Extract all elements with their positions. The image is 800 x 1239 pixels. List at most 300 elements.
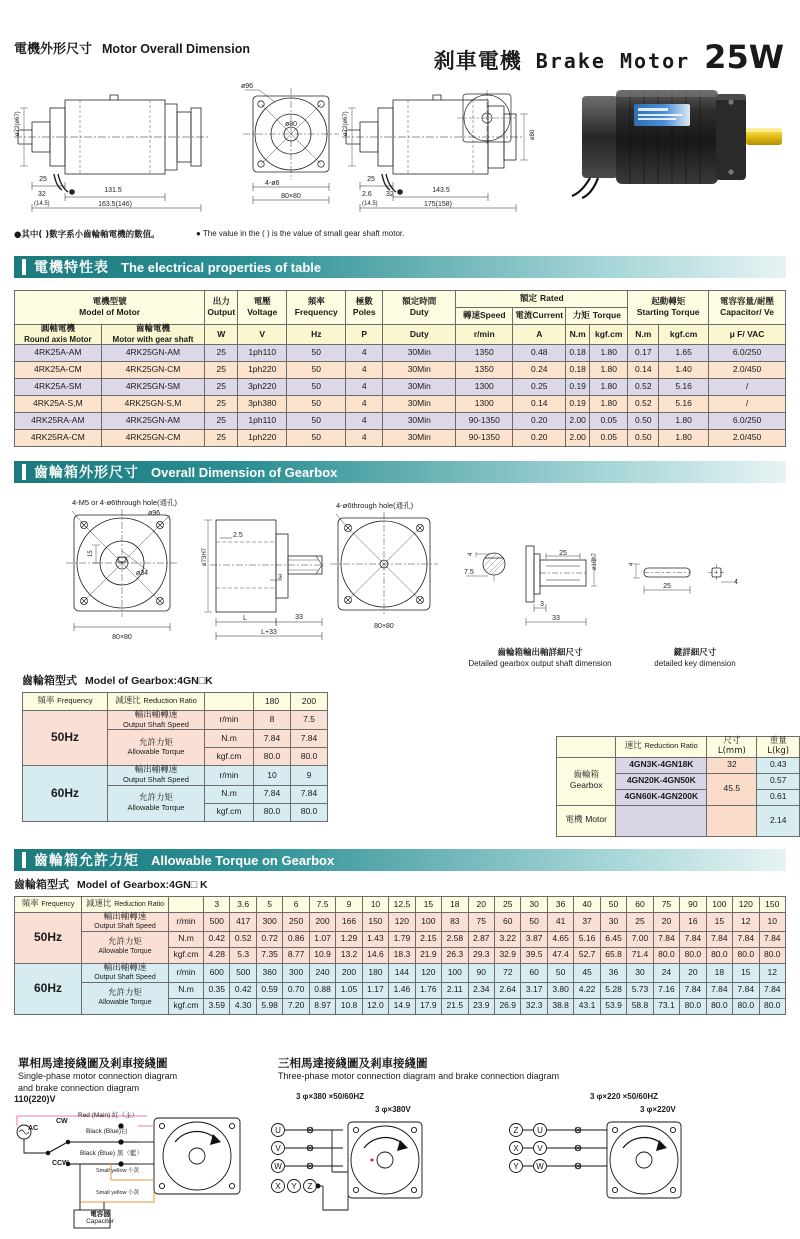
- cell-60hz-nm-200: 7.84: [291, 785, 328, 803]
- cell-output-speed-label: 輸出軸轉速 Output Shaft Speed: [108, 711, 205, 730]
- th-ratio: 3: [204, 897, 230, 913]
- cell-v: 1ph110: [238, 412, 287, 429]
- cell-hz: 50: [287, 429, 346, 446]
- cell-unit-nm: N.m: [205, 730, 254, 748]
- svg-text:80×80: 80×80: [112, 634, 132, 641]
- cell-allowable-torque-label: 允許力矩 Allowable Torque: [82, 982, 169, 1014]
- table-header-row: [15, 291, 786, 308]
- cell-ratio-range: 4GN60K-4GN200K: [616, 789, 707, 805]
- cell-hz: 50: [287, 378, 346, 395]
- svg-text:80×80: 80×80: [374, 623, 394, 630]
- cell-val: 26.3: [442, 947, 468, 963]
- cell-hz: 50: [287, 344, 346, 361]
- th-ratio: 9: [336, 897, 362, 913]
- title-power: 25W: [704, 38, 784, 76]
- th-torque: 力矩 Torque: [566, 308, 628, 325]
- svg-text:4-ø6: 4-ø6: [265, 180, 280, 187]
- svg-text:25: 25: [559, 550, 567, 557]
- cell-val: 5.73: [627, 982, 653, 998]
- table-row: [15, 913, 786, 932]
- cell-val: 3.80: [547, 982, 573, 998]
- th-frequency: 頻率 Frequency: [287, 291, 346, 325]
- th-unit-blank: [205, 693, 254, 711]
- table-row: [15, 378, 786, 395]
- cell-duty: 30Min: [383, 412, 456, 429]
- cell-gear: 4RK25GN-AM: [101, 344, 205, 361]
- th-ratio-200: 200: [291, 693, 328, 711]
- cell-unit-kgf: kgf.cm: [205, 748, 254, 766]
- cell-val: 80.0: [680, 947, 706, 963]
- cell-val: 80.0: [706, 998, 732, 1014]
- three-phase-spec-220: 3 φ×220 ×50/60HZ: [590, 1092, 658, 1101]
- capacitor-label: 電容器 Capacitor: [86, 1210, 114, 1226]
- cell-unit-kgf: kgf.cm: [205, 803, 254, 821]
- cell-speed: 1300: [456, 378, 513, 395]
- cell-motor-weight: 2.14: [757, 805, 800, 836]
- th-duty: 額定時間 Duty: [383, 291, 456, 325]
- table-row: [23, 711, 328, 730]
- gearbox-model-title: 齒輪箱型式 Model of Gearbox:4GN□K: [22, 674, 213, 687]
- th-size: 尺寸L(mm): [707, 737, 757, 758]
- cell-start-nm: 0.14: [628, 361, 659, 378]
- single-phase-title: 單相馬達接綫圖及剎車接綫圖 Single-phase motor connection diagram and brake connection diagram: [18, 1056, 178, 1093]
- th-ratio: 90: [680, 897, 706, 913]
- cell-round: 4RK25A-CM: [15, 361, 102, 378]
- th-unit-nm: N.m: [566, 325, 590, 345]
- banner-title-en: Overall Dimension of Gearbox: [151, 464, 338, 480]
- cell-val: 80.0: [759, 998, 785, 1014]
- th-unit-cap: μ F/ VAC: [709, 325, 786, 345]
- cell-val: 4.65: [547, 931, 573, 947]
- cell-w: 25: [205, 429, 238, 446]
- svg-text:V: V: [537, 1144, 543, 1153]
- cell-hz: 50: [287, 361, 346, 378]
- th-ratio: 20: [468, 897, 494, 913]
- th-output: 出力 Output: [205, 291, 238, 325]
- cell-val: 0.88: [309, 982, 335, 998]
- cell-duty: 30Min: [383, 361, 456, 378]
- th-ratio: 75: [653, 897, 679, 913]
- th-ratio: 30: [521, 897, 547, 913]
- cell-val: 7.84: [706, 931, 732, 947]
- cell-val: 30: [627, 963, 653, 982]
- th-ratio: 5: [256, 897, 282, 913]
- cell-start-nm: 0.17: [628, 344, 659, 361]
- caption-key-detail: 鍵詳細尺寸 detailed key dimension: [654, 648, 736, 668]
- cell-val: 7.84: [653, 931, 679, 947]
- cell-p: 4: [346, 395, 383, 412]
- cell-val: 600: [204, 963, 230, 982]
- cell-output-speed-label: 輸出軸轉速 Output Shaft Speed: [108, 766, 205, 785]
- cell-gear: 4RK25GN-CM: [101, 361, 205, 378]
- cell-val: 10.9: [309, 947, 335, 963]
- cell-cap: /: [709, 378, 786, 395]
- cell-gear: 4RK25GN-CM: [101, 429, 205, 446]
- cell-val: 120: [415, 963, 441, 982]
- svg-text:131.5: 131.5: [104, 187, 122, 194]
- cell-speed: 1300: [456, 395, 513, 412]
- cell-w: 25: [205, 378, 238, 395]
- cell-val: 5.28: [600, 982, 626, 998]
- banner-electrical: [14, 256, 786, 278]
- cell-val: 36: [600, 963, 626, 982]
- cell-unit-rmin: r/min: [169, 913, 204, 932]
- gearbox-hole-note-left: 4-M5 or 4-ø6through hole(通孔): [72, 498, 178, 507]
- cell-p: 4: [346, 429, 383, 446]
- cell-val: 2.11: [442, 982, 468, 998]
- cell-val: 8.77: [283, 947, 309, 963]
- svg-text:2.5: 2.5: [233, 532, 243, 539]
- table-header-row: [557, 737, 800, 758]
- cell-val: 41: [547, 913, 573, 932]
- th-ratio: 25: [494, 897, 520, 913]
- cell-nm: 0.19: [566, 378, 590, 395]
- svg-text:U: U: [275, 1126, 281, 1135]
- th-unit-v: V: [238, 325, 287, 345]
- th-ratio-180: 180: [254, 693, 291, 711]
- table-row: [15, 963, 786, 982]
- cell-gearbox-label: 齒輪箱 Gearbox: [557, 757, 616, 805]
- cell-val: 3.22: [494, 931, 520, 947]
- svg-text:L+33: L+33: [261, 629, 277, 636]
- cell-val: 500: [230, 963, 256, 982]
- svg-text:ø72(ø67): ø72(ø67): [343, 111, 349, 136]
- wire-label-red: Red (Main) 紅（主）: [78, 1112, 138, 1119]
- th-ratio: 18: [442, 897, 468, 913]
- cell-val: 32.9: [494, 947, 520, 963]
- cell-round: 4RK25A-AM: [15, 344, 102, 361]
- gearbox-model-table: [22, 692, 328, 822]
- banner-title-en: The electrical properties of table: [121, 259, 322, 275]
- cell-val: 2.34: [468, 982, 494, 998]
- cell-v: 3ph380: [238, 395, 287, 412]
- svg-text:175(158): 175(158): [423, 201, 453, 208]
- th-unit-hz: Hz: [287, 325, 346, 345]
- banner-gearbox-dimension: [14, 461, 786, 483]
- cell-p: 4: [346, 344, 383, 361]
- cell-output-speed-label: 輸出軸轉速 Output Shaft Speed: [82, 913, 169, 932]
- cell-50hz-rmin-200: 7.5: [291, 711, 328, 730]
- cell-val: 18.3: [389, 947, 415, 963]
- th-blank: [557, 737, 616, 758]
- gearbox-front-view-right: [328, 508, 440, 640]
- key-detail: [626, 540, 756, 620]
- cell-val: 150: [362, 913, 388, 932]
- cell-val: 250: [283, 913, 309, 932]
- svg-text:33: 33: [552, 615, 560, 622]
- cell-val: 1.17: [362, 982, 388, 998]
- cell-val: 53.9: [600, 998, 626, 1014]
- note-en: ● The value in the ( ) is the value of small gear shaft motor.: [196, 229, 405, 238]
- cell-val: 100: [415, 913, 441, 932]
- cell-round: 4RK25A-S,M: [15, 395, 102, 412]
- cell-gear: 4RK25GN-SM: [101, 378, 205, 395]
- cell-val: 13.2: [336, 947, 362, 963]
- table-row: [15, 931, 786, 947]
- cell-val: 0.72: [256, 931, 282, 947]
- svg-text:25: 25: [367, 176, 375, 183]
- cell-unit-nm: N.m: [169, 931, 204, 947]
- cell-val: 7.84: [759, 982, 785, 998]
- label-ccw: CCW: [52, 1160, 69, 1167]
- cell-val: 14.6: [362, 947, 388, 963]
- three-phase-380-diagram: [268, 1116, 488, 1231]
- svg-text:(14.5): (14.5): [362, 201, 378, 207]
- cell-val: 83: [442, 913, 468, 932]
- cell-60hz-kgf-200: 80.0: [291, 803, 328, 821]
- cell-kgf: 1.80: [590, 344, 628, 361]
- cell-val: 120: [389, 913, 415, 932]
- cell-val: 1.76: [415, 982, 441, 998]
- cell-cap: 6.0/250: [709, 412, 786, 429]
- allowable-torque-table: [14, 896, 786, 1015]
- cell-val: 7.16: [653, 982, 679, 998]
- cell-val: 18: [706, 963, 732, 982]
- cell-p: 4: [346, 361, 383, 378]
- svg-text:4: 4: [629, 562, 635, 566]
- cell-val: 20: [653, 913, 679, 932]
- electrical-properties-table: [14, 290, 786, 447]
- th-unit-blank: [169, 897, 204, 913]
- svg-text:3: 3: [278, 574, 282, 581]
- th-ratio: 50: [600, 897, 626, 913]
- th-ratio: 7.5: [309, 897, 335, 913]
- banner-title-cn: 齒輪箱允許力矩: [34, 853, 139, 869]
- th-unit-p: P: [346, 325, 383, 345]
- svg-text:3: 3: [540, 601, 544, 608]
- cell-val: 80.0: [759, 947, 785, 963]
- cell-w: 25: [205, 344, 238, 361]
- cell-unit-rmin: r/min: [205, 711, 254, 730]
- cell-val: 10.8: [336, 998, 362, 1014]
- th-rated: 額定 Rated: [456, 291, 628, 308]
- cell-hz: 50: [287, 412, 346, 429]
- wire-label-yellow-2: Small yellow 小黃: [96, 1190, 140, 1196]
- cell-cap: /: [709, 395, 786, 412]
- gearbox-front-view-left: [62, 505, 182, 645]
- single-phase-voltage: 110(220)V: [14, 1094, 56, 1104]
- cell-kgf: 1.80: [590, 361, 628, 378]
- table-row: [15, 412, 786, 429]
- cell-val: 39.5: [521, 947, 547, 963]
- three-phase-220-diagram: [506, 1116, 786, 1231]
- svg-text:(14.5): (14.5): [34, 201, 50, 207]
- table-row: [23, 766, 328, 785]
- banner-accent-bar: [22, 852, 26, 868]
- label-ac: AC: [28, 1125, 39, 1132]
- cell-val: 4.28: [204, 947, 230, 963]
- svg-text:ø80: ø80: [284, 121, 298, 128]
- gearbox-shaft-detail: [460, 528, 620, 638]
- svg-text:ø10h7: ø10h7: [592, 552, 598, 570]
- banner-title-cn: 電機特性表: [34, 260, 109, 276]
- cell-start-kgf: 5.16: [659, 395, 709, 412]
- th-ratio: 10: [362, 897, 388, 913]
- cell-60hz-nm-180: 7.84: [254, 785, 291, 803]
- cell-val: 1.43: [362, 931, 388, 947]
- cell-val: 16: [680, 913, 706, 932]
- banner-accent-bar: [22, 464, 26, 480]
- th-unit-kgf: kgf.cm: [590, 325, 628, 345]
- cell-val: 30: [600, 913, 626, 932]
- cell-freq-50hz: 50Hz: [15, 913, 82, 964]
- th-frequency: 頻率 Frequency: [15, 897, 82, 913]
- svg-text:32: 32: [386, 191, 394, 198]
- th-ratio: 3.6: [230, 897, 256, 913]
- cell-motor-ratio-blank: [616, 805, 707, 836]
- cell-v: 1ph110: [238, 344, 287, 361]
- th-ratio: 40: [574, 897, 600, 913]
- cell-kgf: 0.05: [590, 412, 628, 429]
- cell-start-kgf: 1.40: [659, 361, 709, 378]
- svg-text:32: 32: [38, 191, 46, 198]
- cell-val: 23.9: [468, 998, 494, 1014]
- cell-ratio-range: 4GN3K-4GN18K: [616, 757, 707, 773]
- cell-nm: 2.00: [566, 412, 590, 429]
- cell-round: 4RK25RA-CM: [15, 429, 102, 446]
- cell-val: 17.9: [415, 998, 441, 1014]
- svg-text:15: 15: [88, 550, 94, 557]
- cell-unit-rmin: r/min: [169, 963, 204, 982]
- cell-v: 1ph220: [238, 429, 287, 446]
- cell-val: 15: [706, 913, 732, 932]
- cell-cap: 6.0/250: [709, 344, 786, 361]
- cell-p: 4: [346, 412, 383, 429]
- cell-duty: 30Min: [383, 344, 456, 361]
- cell-val: 7.84: [759, 931, 785, 947]
- svg-text:Y: Y: [291, 1182, 297, 1191]
- cell-val: 2.58: [442, 931, 468, 947]
- th-unit-a: A: [513, 325, 566, 345]
- svg-text:W: W: [274, 1162, 282, 1171]
- cell-nm: 2.00: [566, 429, 590, 446]
- cell-val: 0.59: [256, 982, 282, 998]
- cell-60hz-kgf-180: 80.0: [254, 803, 291, 821]
- wire-label-yellow-1: Small yellow 小黃: [96, 1168, 140, 1174]
- cell-val: 200: [309, 913, 335, 932]
- cell-start-nm: 0.52: [628, 395, 659, 412]
- banner-title-cn: 齒輪箱外形尺寸: [34, 465, 139, 481]
- cell-unit-nm: N.m: [205, 785, 254, 803]
- cell-cap: 2.0/450: [709, 429, 786, 446]
- cell-50hz-kgf-200: 80.0: [291, 748, 328, 766]
- cell-val: 0.42: [230, 982, 256, 998]
- cell-val: 5.16: [574, 931, 600, 947]
- cell-val: 45: [574, 963, 600, 982]
- cell-val: 38.8: [547, 998, 573, 1014]
- svg-text:33: 33: [295, 614, 303, 621]
- cell-start-nm: 0.50: [628, 412, 659, 429]
- caption-shaft-detail: 齒輪箱輸出軸詳細尺寸 Detailed gearbox output shaft dimension: [468, 648, 612, 668]
- cell-val: 80.0: [733, 998, 759, 1014]
- cell-unit-kgf: kgf.cm: [169, 947, 204, 963]
- cell-current: 0.24: [513, 361, 566, 378]
- cell-val: 0.35: [204, 982, 230, 998]
- svg-text:Z: Z: [513, 1126, 519, 1135]
- three-phase-label-380: 3 φ×380V: [375, 1105, 411, 1114]
- cell-allowable-torque-label: 允許力矩 Allowable Torque: [108, 785, 205, 821]
- cell-val: 73.1: [653, 998, 679, 1014]
- cell-start-kgf: 1.80: [659, 429, 709, 446]
- cell-val: 7.84: [706, 982, 732, 998]
- banner-title-en: Allowable Torque on Gearbox: [151, 852, 335, 868]
- cell-allowable-torque-label: 允許力矩 Allowable Torque: [108, 730, 205, 766]
- cell-val: 7.84: [733, 982, 759, 998]
- cell-val: 60: [494, 913, 520, 932]
- cell-start-nm: 0.52: [628, 378, 659, 395]
- cell-weight: 0.43: [757, 757, 800, 773]
- gearbox-hole-note-right: 4-ø6through hole(通孔): [336, 501, 414, 510]
- cell-val: 5.3: [230, 947, 256, 963]
- motor-side-view-left: [10, 78, 235, 213]
- cell-val: 3.59: [204, 998, 230, 1014]
- cell-60hz-rmin-200: 9: [291, 766, 328, 785]
- th-reduction-ratio: 減速比 Reduction Ratio: [82, 897, 169, 913]
- banner-allowable-torque: [14, 849, 786, 871]
- three-phase-title: 三相馬達接綫圖及剎車接綫圖 Three-phase motor connection diagram and brake connection diagram: [278, 1056, 560, 1081]
- cell-unit-kgf: kgf.cm: [169, 998, 204, 1014]
- th-ratio: 36: [547, 897, 573, 913]
- cell-weight: 0.61: [757, 789, 800, 805]
- cell-val: 2.15: [415, 931, 441, 947]
- cell-val: 43.1: [574, 998, 600, 1014]
- cell-speed: 1350: [456, 344, 513, 361]
- svg-text:Y: Y: [513, 1162, 519, 1171]
- table-row: [15, 429, 786, 446]
- cell-val: 0.70: [283, 982, 309, 998]
- cell-val: 15: [733, 963, 759, 982]
- cell-val: 2.87: [468, 931, 494, 947]
- cell-val: 1.46: [389, 982, 415, 998]
- svg-text:163.5(146): 163.5(146): [98, 201, 132, 208]
- svg-text:V: V: [275, 1144, 281, 1153]
- svg-text:ø72(ø67): ø72(ø67): [15, 111, 21, 136]
- table-header-row: [15, 897, 786, 913]
- cell-val: 500: [204, 913, 230, 932]
- cell-val: 4.22: [574, 982, 600, 998]
- cell-val: 1.29: [336, 931, 362, 947]
- cell-val: 7.00: [627, 931, 653, 947]
- cell-val: 1.05: [336, 982, 362, 998]
- th-ratio: 100: [706, 897, 732, 913]
- table-row: [15, 982, 786, 998]
- cell-current: 0.25: [513, 378, 566, 395]
- cell-val: 7.84: [733, 931, 759, 947]
- cell-val: 300: [256, 913, 282, 932]
- cell-unit-nm: N.m: [169, 982, 204, 998]
- cell-val: 300: [283, 963, 309, 982]
- cell-val: 10: [759, 913, 785, 932]
- cell-nm: 0.18: [566, 361, 590, 378]
- cell-size: 32: [707, 757, 757, 773]
- cell-val: 58.8: [627, 998, 653, 1014]
- table-row: [557, 805, 800, 836]
- th-frequency: 頻率 Frequency: [23, 693, 108, 711]
- cell-allowable-torque-label: 允許力矩 Allowable Torque: [82, 931, 169, 963]
- table-row: [15, 344, 786, 361]
- th-unit-snm: N.m: [628, 325, 659, 345]
- cell-current: 0.14: [513, 395, 566, 412]
- cell-val: 0.52: [230, 931, 256, 947]
- cell-round: 4RK25RA-AM: [15, 412, 102, 429]
- cell-nm: 0.19: [566, 395, 590, 412]
- cell-start-kgf: 1.65: [659, 344, 709, 361]
- cell-val: 80.0: [653, 947, 679, 963]
- cell-val: 21.9: [415, 947, 441, 963]
- cell-val: 5.98: [256, 998, 282, 1014]
- cell-freq-50hz: 50Hz: [23, 711, 108, 766]
- product-photo: [560, 72, 790, 207]
